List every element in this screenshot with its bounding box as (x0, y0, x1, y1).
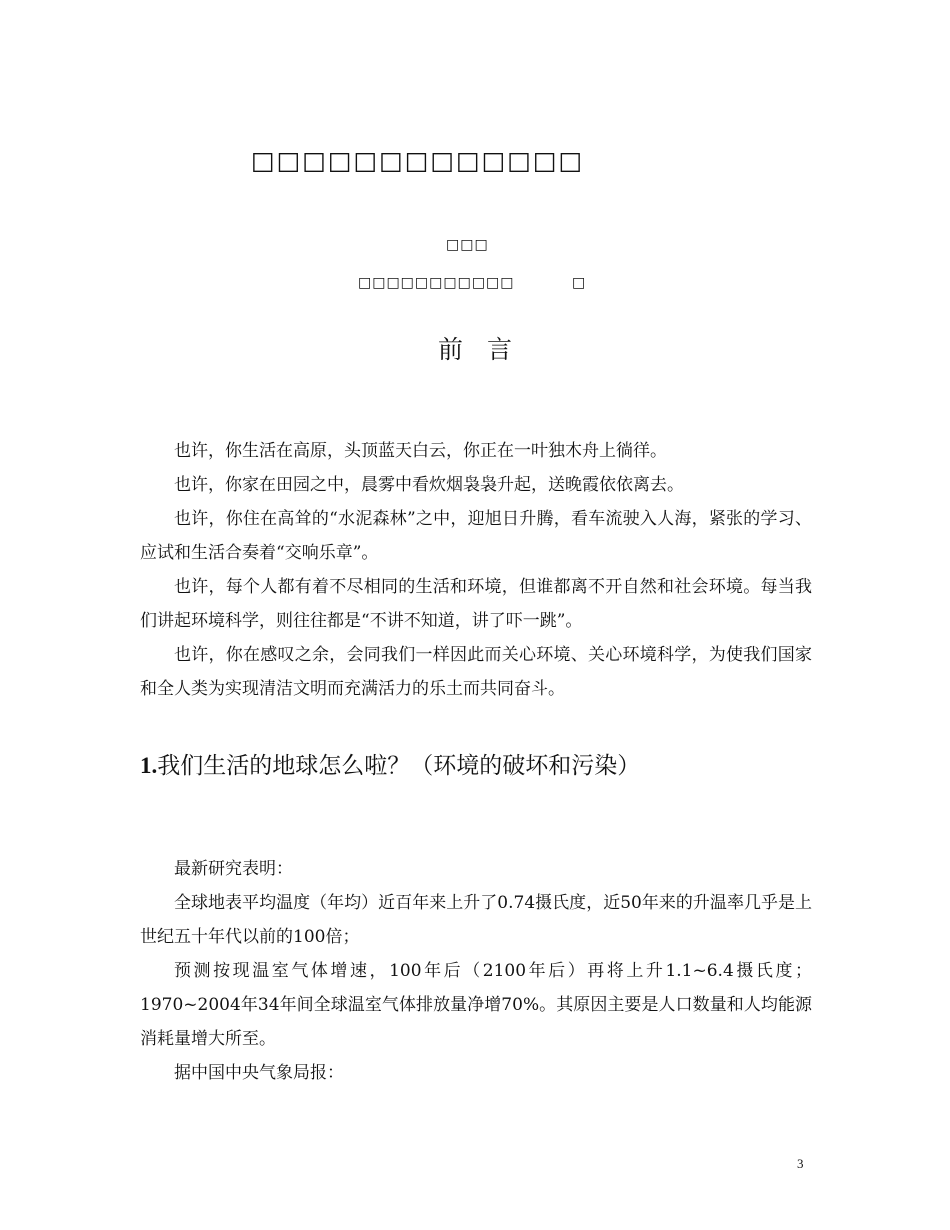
intro-paragraph: 也许，你在感叹之余，会同我们一样因此而关心环境、关心环境科学，为使我们国家和全人类为实现清洁文明而充满活力的乐土而共同奋斗。 (140, 645, 812, 699)
author-name: □□□ (446, 237, 489, 253)
section-title: 我们生活的地球怎么啦？（环境的破坏和污染） (157, 753, 641, 779)
research-paragraph: 据中国中央气象局报： (174, 1063, 344, 1083)
research-paragraph: 最新研究表明： (174, 859, 293, 879)
intro-paragraph: 也许，你生活在高原，头顶蓝天白云，你正在一叶独木舟上徜徉。 (174, 441, 667, 461)
intro-paragraph: 也许，你住在高耸的“水泥森林”之中，迎旭日升腾，看车流驶入人海，紧张的学习、应试和生活合奏着“交响乐章”。 (140, 509, 812, 563)
intro-paragraph: 也许，每个人都有着不尽相同的生活和环境，但谁都离不开自然和社会环境。每当我们讲起环境科学，则往往都是“不讲不知道，讲了吓一跳”。 (140, 577, 812, 631)
section-number: 1. (140, 753, 158, 778)
research-paragraph: 全球地表平均温度（年均）近百年来上升了0.74摄氏度，近50年来的升温率几乎是上世纪五十年代以前的100倍； (140, 893, 812, 947)
author-affiliation-end: □ (572, 275, 587, 291)
page-number: 3 (797, 1156, 804, 1171)
research-paragraph: 预测按现温室气体增速，100年后（2100年后）再将上升1.1~6.4摄氏度；1970~2004年34年间全球温室气体排放量净增70%。其原因主要是人口数量和人均能源消耗量增大所至。 (140, 961, 812, 1049)
intro-paragraph: 也许，你家在田园之中，晨雾中看炊烟袅袅升起，送晚霞依依离去。 (174, 475, 684, 495)
author-affiliation: □□□□□□□□□□□ (358, 275, 515, 291)
section-heading (140, 747, 640, 780)
intro-section (140, 434, 812, 706)
research-section (140, 852, 812, 1090)
document-title: □□□□□□□□□□□□□ (251, 146, 585, 175)
preface-heading: 前言 (437, 335, 536, 364)
